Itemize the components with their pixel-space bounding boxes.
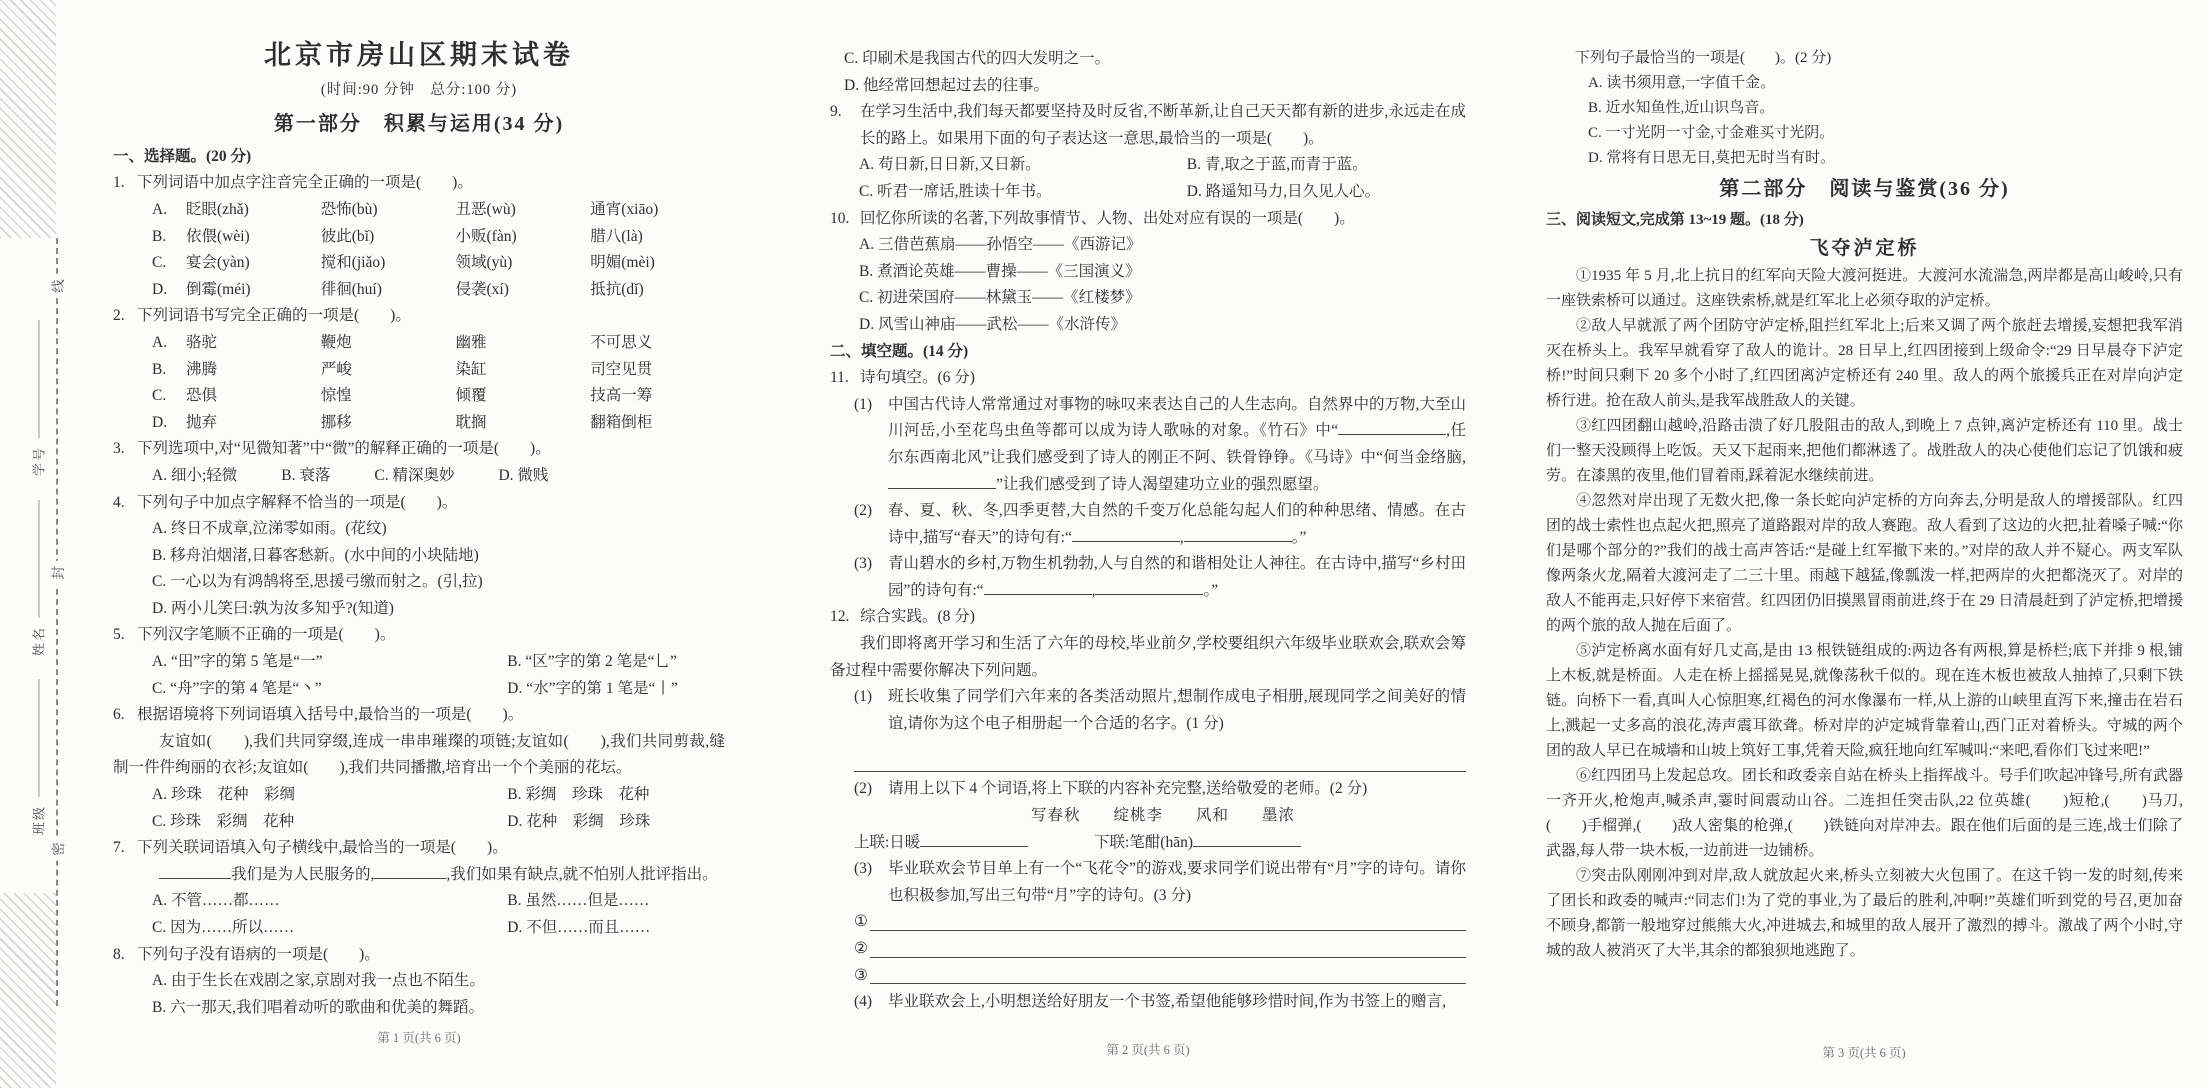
options-two-col	[137, 649, 725, 702]
option-item: D. 不但……而且……	[507, 919, 651, 936]
question-text: 在学习生活中,我们每天都要坚持及时反省,不断革新,让自己天天都有新的进步,永远走在成长的路上。如果用下面的句子表达这一意思,最恰当的一项是( )。	[860, 103, 1466, 147]
options-two-col	[137, 782, 725, 835]
question-text: 根据语境将下列词语填入括号中,最恰当的一项是( )。	[137, 706, 524, 724]
answer-line	[854, 747, 1466, 772]
option-item: C. 一寸光阴一寸金,寸金难买寸光阴。	[1588, 125, 1835, 141]
sub-text: 毕业联欢会上,小明想送给好朋友一个书签,希望他能够珍惜时间,作为书签上的赠言,	[888, 993, 1447, 1011]
blank-line	[159, 865, 231, 879]
option-item: B. 青,取之于蓝,而青于蓝。	[1186, 156, 1368, 174]
option-item: A. 由于生长在戏剧之家,京剧对我一点也不陌生。	[152, 972, 485, 990]
option-item: C. 印刷术是我国古代的四大发明之一。	[844, 50, 1111, 67]
options-grid	[137, 197, 725, 303]
question-text: 回忆你所读的名著,下列故事情节、人物、出处对应有误的一项是( )。	[860, 209, 1355, 227]
passage-title: 飞夺泸定桥	[1809, 238, 1920, 259]
sub-number: (2)	[854, 502, 873, 520]
option-item: A. 珍珠 花种 彩绸	[152, 786, 295, 804]
question-number: 5.	[113, 626, 125, 644]
question-text: 下列关联词语填入句子横线中,最恰当的一项是( )。	[137, 839, 508, 857]
option-row	[137, 224, 725, 251]
option-item: A. “田”字的第 5 笔是“一”	[152, 653, 323, 671]
couplet	[854, 830, 1466, 857]
option-item: B. 六一那天,我们唱着动听的歌曲和优美的舞蹈。	[152, 998, 484, 1016]
question-number: 2.	[113, 307, 125, 325]
question	[113, 436, 725, 489]
sub-question	[854, 856, 1466, 909]
sub-number: (4)	[854, 993, 873, 1011]
option-item: 不可思义	[590, 333, 653, 351]
seal-char-xian: 线	[47, 274, 67, 298]
option-item: 明媚(mèi)	[590, 254, 655, 272]
blank-line	[1338, 421, 1446, 435]
flow-paragraph: 我们是为人民服务的, ,我们如果有缺点,就不怕别人批评指出。	[113, 862, 725, 889]
answer-line	[870, 909, 1466, 931]
option-item: A. 苟日新,日日新,又日新。	[859, 156, 1041, 174]
options-list	[844, 232, 1466, 338]
page-footer-1: 第 1 页(共 6 页)	[377, 1031, 461, 1045]
sub-number: (1)	[854, 688, 873, 706]
option-item: 抛弃	[186, 413, 218, 431]
question-number: 4.	[113, 493, 125, 511]
question-text: 下列词语中加点字注音完全正确的一项是( )。	[137, 174, 473, 192]
page-footer-3: 第 3 页(共 6 页)	[1822, 1046, 1906, 1060]
binding-hatch-top	[0, 0, 56, 238]
option-item: 彼此(bǐ)	[320, 227, 375, 245]
option-item: A. 三借芭蕉扇——孙悟空——《西游记》	[859, 236, 1142, 254]
blank-line	[920, 833, 1028, 847]
option-item: B. 虽然……但是……	[507, 892, 650, 910]
blank-line	[1193, 833, 1301, 847]
word-bank: 写春秋 绽桃李 风和 墨浓	[1030, 807, 1295, 825]
option-item: A. 读书须用意,一字值千金。	[1588, 75, 1776, 91]
blank-line	[888, 475, 996, 489]
option-item: D. 花种 彩绸 珍珠	[507, 812, 651, 830]
option-item: D. 常将有日思无日,莫把无时当有时。	[1588, 150, 1836, 166]
sub-number: (3)	[854, 860, 873, 878]
flow-paragraph: 我们即将离开学习和生活了六年的母校,毕业前夕,学校要组织六年级毕业联欢会,联欢会筹备过程中需要你解决下列问题。	[830, 635, 1466, 679]
numbered-answer	[854, 909, 1466, 936]
option-row	[137, 277, 725, 304]
option-item: 通宵(xiāo)	[590, 200, 659, 218]
options-list	[830, 46, 1466, 99]
option-item: A. 终日不成章,泣涕零如雨。(花纹)	[152, 520, 387, 538]
option-label: C.	[152, 254, 167, 272]
question-text: 诗句填空。(6 分)	[860, 369, 975, 387]
question-number: 1.	[113, 174, 125, 192]
passage-paragraph: ①1935 年 5 月,北上抗日的红军向天险大渡河挺进。大渡河水流湍急,两岸都是高山峻岭,只有一座铁索桥可以通过。这座铁索桥,就是红军北上必须夺取的泸定桥。	[1546, 268, 2183, 309]
option-row	[137, 250, 725, 277]
option-label: B.	[152, 360, 167, 378]
option-item: 倾覆	[455, 387, 487, 405]
question-text: 下列选项中,对“见微知著”中“微”的解释正确的一项是( )。	[137, 440, 551, 458]
option-item: 搅和(jiǎo)	[320, 254, 386, 272]
question-text: 下列词语书写完全正确的一项是( )。	[137, 307, 411, 325]
options-list	[137, 968, 725, 1021]
question	[113, 702, 725, 835]
question-number: 3.	[113, 440, 125, 458]
option-item: D. 风雪山神庙——武松——《水浒传》	[859, 315, 1126, 333]
sub-text: 班长收集了同学们六年来的各类活动照片,想制作成电子相册,展现同学之间美好的情谊,请你为这个电子相册起一个合适的名字。(1 分)	[888, 688, 1466, 732]
question-number: 10.	[830, 209, 850, 227]
option-item: 惊惶	[320, 387, 352, 405]
sub-number: (3)	[854, 555, 873, 573]
sub-text: 毕业联欢会节目单上有一个“飞花令”的游戏,要求同学们说出带有“月”字的诗句。请你也积极参加,写出三句带“月”字的诗句。(3 分)	[888, 860, 1466, 904]
option-row	[137, 410, 725, 437]
option-item: 宴会(yàn)	[186, 254, 250, 272]
option-item: 骆驼	[186, 333, 218, 351]
option-item: A. 细小;轻微	[152, 466, 238, 484]
question-text: 下列汉字笔顺不正确的一项是( )。	[137, 626, 396, 644]
blank-line	[1072, 528, 1180, 542]
sub-number: (2)	[854, 780, 873, 798]
numbered-answer	[854, 936, 1466, 963]
passage-paragraph: ②敌人早就派了两个团防守泸定桥,阻拦红军北上;后来又调了两个旅赶去增援,妄想把我军消灭在桥头上。我军早就看穿了敌人的诡计。28 日早上,红四团接到上级命令:“29 日早晨夺下泸定桥!”时间只剩下 20 多个小时了,红四团离泸定桥还有 240 里。敌人的两个旅援兵正在对岸向泸定桥行进。抢在敌人前头,是我军战胜敌人的关键。	[1546, 318, 2183, 409]
question-number: 9.	[830, 103, 842, 121]
student-id-label: 学号	[31, 445, 47, 477]
option-item: B. 衰落	[281, 466, 331, 484]
option-item: 眨眼(zhǎ)	[186, 200, 249, 218]
option-row	[137, 330, 725, 357]
option-item: C. 初进荣国府——林黛玉——《红楼梦》	[859, 289, 1141, 307]
option-item: 翻箱倒柜	[590, 413, 653, 431]
option-item: C. 一心以为有鸿鹄将至,思援弓缴而射之。(引,拉)	[152, 573, 483, 591]
question	[113, 303, 725, 436]
option-item: D. 路遥知马力,日久见人心。	[1186, 182, 1381, 200]
question	[113, 622, 725, 702]
option-item: D. 微贱	[498, 466, 549, 484]
option-label: A.	[152, 200, 168, 218]
option-item: B. 移舟泊烟渚,日暮客愁新。(水中间的小块陆地)	[152, 546, 479, 564]
question	[830, 99, 1466, 205]
question	[830, 206, 1466, 339]
options-two-col	[137, 888, 725, 941]
option-item: 小贩(fàn)	[455, 227, 517, 245]
passage-paragraph: ④忽然对岸出现了无数火把,像一条长蛇向泸定桥的方向奔去,分明是敌人的增援部队。红四团的战士索性也点起火把,照亮了道路跟对岸的敌人赛跑。敌人看到了这边的火把,扯着嗓子喊:“你们是哪个部分的?”我们的战士高声答话:“是碰上红军撤下来的。”对岸的敌人并不疑心。两支军队像两条火龙,隔着大渡河走了二三十里。雨越下越猛,像瓢泼一样,把两岸的火把都浇灭了。对岸的敌人不能再走,只好停下来宿营。红四团仍旧摸黑冒雨前进,终于在 29 日清晨赶到了泸定桥,把增援的两个旅的敌人抛在后面了。	[1546, 493, 2183, 634]
option-row	[137, 357, 725, 384]
student-name-write-line	[37, 500, 39, 618]
option-item: B. 近水知鱼性,近山识鸟音。	[1588, 100, 1775, 116]
seal-char-mi: 密	[47, 837, 67, 861]
option-item: 沸腾	[186, 360, 218, 378]
blank-line	[374, 865, 446, 879]
options-list	[1546, 71, 2183, 171]
student-name-field	[29, 500, 48, 656]
option-item: 挪移	[320, 413, 352, 431]
option-item: B. 煮酒论英雄——曹操——《三国演义》	[859, 262, 1141, 280]
question-number: 7.	[113, 839, 125, 857]
answer-line	[870, 936, 1466, 958]
option-item: D. “水”字的第 1 笔是“丨”	[507, 679, 678, 697]
flow-paragraph: 友谊如( ),我们共同穿缀,连成一串串璀璨的项链;友谊如( ),我们共同剪裁,缝制一件件绚丽的衣衫;友谊如( ),我们共同播撒,培育出一个个美丽的花坛。	[113, 732, 725, 777]
option-item: D. 他经常回想起过去的往事。	[844, 76, 1049, 94]
sub-text: 青山碧水的乡村,万物生机勃勃,人与自然的和谐相处让人神往。在古诗中,描写“乡村田园”的诗句有:“ , 。”	[888, 555, 1466, 599]
question-number: 8.	[113, 945, 125, 963]
option-row	[137, 383, 725, 410]
sub-question	[854, 989, 1466, 1016]
student-class-field	[29, 679, 48, 835]
student-id-write-line	[37, 320, 39, 438]
option-label: A.	[152, 333, 168, 351]
exam-page-3-column	[1546, 46, 2183, 964]
option-item: B. “区”字的第 2 笔是“乚”	[507, 653, 677, 671]
option-item: 恐俱	[186, 387, 218, 405]
sub-question	[854, 498, 1466, 551]
options-grid	[137, 330, 725, 436]
student-class-write-line	[37, 679, 39, 797]
passage-paragraph: ⑥红四团马上发起总攻。团长和政委亲自站在桥头上指挥战斗。号手们吹起冲锋号,所有武器一齐开火,枪炮声,喊杀声,霎时间震动山谷。二连担任突击队,22 位英雄( )短枪,( )马刀,( )手榴弹,( )敌人密集的枪弹,( )铁链向对岸冲去。跟在他们后面的是三连,战士们除了武器,每人带一块木板,一边前进一边铺桥。	[1546, 768, 2183, 859]
question	[113, 942, 725, 1022]
option-item: C. 珍珠 彩绸 花种	[152, 812, 295, 830]
option-item: 幽雅	[455, 333, 487, 351]
student-name-label: 姓名	[31, 625, 47, 657]
options-two-col	[844, 152, 1466, 205]
option-item: 鞭炮	[320, 333, 352, 351]
circle-number: ②	[854, 940, 868, 957]
option-item: C. 因为……所以……	[152, 919, 295, 936]
exam-title: 北京市房山区期末试卷	[264, 40, 574, 70]
option-item: 染缸	[455, 360, 487, 378]
option-item: C. “舟”字的第 4 笔是“丶”	[152, 679, 322, 697]
circle-number: ③	[854, 966, 868, 984]
sub-question	[854, 684, 1466, 737]
option-item: 丑恶(wù)	[455, 200, 516, 218]
question	[113, 170, 725, 303]
passage-paragraph: ⑦突击队刚刚冲到对岸,敌人就放起火来,桥头立刻被大火包围了。在这千钧一发的时刻,传来了团长和政委的喊声:“同志们!为了党的事业,为了最后的胜利,冲啊!”英雄们听到党的号召,更加奋不顾身,都箭一般地穿过熊熊大火,冲进城去,和城里的敌人展开了激烈的搏斗。激战了两个小时,守城的敌人被消灭了大半,其余的都狼狈地逃跑了。	[1546, 868, 2183, 959]
option-label: D.	[152, 413, 168, 431]
couplet-upper: 上联:日暖	[854, 830, 1094, 857]
question-text: 下列句子中加点字解释不恰当的一项是( )。	[137, 493, 458, 511]
blank-line	[984, 581, 1092, 595]
option-label: D.	[152, 280, 168, 298]
question-text: 下列句子没有语病的一项是( )。	[137, 945, 380, 963]
option-item: 倒霉(méi)	[186, 280, 251, 298]
option-item: 依偎(wèi)	[186, 227, 250, 245]
student-id-field	[29, 320, 48, 476]
option-item: C. 精深奥妙	[374, 466, 455, 484]
options-inline	[137, 463, 725, 490]
sub-number: (1)	[854, 395, 873, 413]
question-text: 综合实践。(8 分)	[860, 608, 975, 626]
sub-text: 春、夏、秋、冬,四季更替,大自然的千变万化总能勾起人们的种种思绪、情感。在古诗中,描写“春天”的诗句有:“ , 。”	[888, 502, 1466, 546]
answer-line	[870, 963, 1466, 985]
exam-page-2-column	[830, 46, 1466, 1016]
passage-paragraph: ③红四团翻山越岭,沿路击溃了好几股阻击的敌人,到晚上 7 点钟,离泸定桥还有 110 里。战士们一整天没顾得上吃饭。天又下起雨来,把他们都淋透了。战胜敌人的决心使他们忘记了饥饿和疲劳。在漆黑的夜里,他们冒着雨,踩着泥水继续前进。	[1546, 418, 2183, 484]
exam-meta: (时间:90 分钟 总分:100 分)	[320, 81, 518, 98]
binding-hatch-bottom	[0, 893, 56, 1088]
sub-question	[854, 392, 1466, 498]
option-item: 领域(yù)	[455, 254, 513, 272]
option-label: C.	[152, 387, 167, 405]
option-item: B. 彩绸 珍珠 花种	[507, 786, 650, 804]
options-list	[137, 516, 725, 622]
sub-question	[854, 776, 1466, 803]
sub-question	[854, 551, 1466, 604]
question	[830, 365, 1466, 604]
sub-text: 请用上以下 4 个词语,将上下联的内容补充完整,送给敬爱的老师。(2 分)	[888, 780, 1368, 798]
question-continuation: 下列句子最恰当的一项是( )。(2 分)	[1575, 50, 1832, 66]
option-label: B.	[152, 227, 167, 245]
question	[830, 604, 1466, 1015]
option-item: 技高一筹	[590, 387, 653, 405]
blank-line	[1184, 528, 1292, 542]
question	[113, 835, 725, 941]
question	[113, 490, 725, 623]
couplet-lower: 下联:笔酣(hān)	[1094, 830, 1466, 857]
part-heading: 三、阅读短文,完成第 13~19 题。(18 分)	[1546, 212, 1804, 228]
option-item: C. 听君一席话,胜读十年书。	[859, 182, 1052, 200]
seal-dashed-line	[56, 238, 58, 1006]
question-number: 6.	[113, 706, 125, 724]
page-footer-2: 第 2 页(共 6 页)	[1106, 1043, 1190, 1057]
section-header: 第二部分 阅读与鉴赏(36 分)	[1719, 178, 2010, 200]
option-item: 抵抗(dǐ)	[590, 280, 644, 298]
option-item: 司空见贯	[590, 360, 653, 378]
circle-number: ①	[854, 913, 868, 931]
option-item: D. 两小儿笑曰:孰为汝多知乎?(知道)	[152, 599, 394, 617]
option-item: 严峻	[320, 360, 352, 378]
option-row	[137, 197, 725, 224]
student-class-label: 班级	[31, 804, 47, 836]
question-number: 12.	[830, 608, 850, 626]
sub-text: 中国古代诗人常常通过对事物的咏叹来表达自己的人生志向。自然界中的万物,大至山川河岳,小至花鸟虫鱼等都可以成为诗人歌咏的对象。《竹石》中“ ,任尔东西南北风”让我们感受到了诗人的刚正不阿、铁骨铮铮。《马诗》中“何当金络脑,”让我们感受到了诗人渴望建功立业的强烈愿望。	[888, 395, 1466, 493]
option-item: 腊八(là)	[590, 227, 643, 245]
part-heading: 二、填空题。(14 分)	[830, 342, 969, 360]
question-number: 11.	[830, 369, 849, 387]
exam-page-1-column	[113, 34, 725, 1021]
option-item: 徘徊(huí)	[320, 280, 382, 298]
option-item: 侵袭(xí)	[455, 280, 509, 298]
passage-paragraph: ⑤泸定桥离水面有好几丈高,是由 13 根铁链组成的:两边各有两根,算是桥栏;底下并排 9 根,铺上木板,就是桥面。人走在桥上摇摇晃晃,就像荡秋千似的。现在连木板也被敌人抽掉了,只剩下铁链。向桥下一看,真叫人心惊胆寒,红褐色的河水像瀑布一样,从上游的山峡里直泻下来,撞击在岩石上,溅起一丈多高的浪花,涛声震耳欲聋。桥对岸的泸定城背靠着山,西门正对着桥头。守城的两个团的敌人早已在城墙和山坡上筑好工事,凭着天险,疯狂地向红军喊叫:“来吧,看你们飞过来吧!”	[1546, 643, 2183, 759]
numbered-answer	[854, 963, 1466, 990]
blank-line	[1095, 581, 1203, 595]
section-header: 第一部分 积累与运用(34 分)	[273, 113, 565, 136]
part-heading: 一、选择题。(20 分)	[113, 147, 252, 165]
option-item: A. 不管……都……	[152, 892, 280, 910]
seal-char-feng: 封	[47, 561, 67, 585]
option-item: 恐怖(bù)	[320, 200, 378, 218]
option-item: 耽搁	[455, 413, 487, 431]
